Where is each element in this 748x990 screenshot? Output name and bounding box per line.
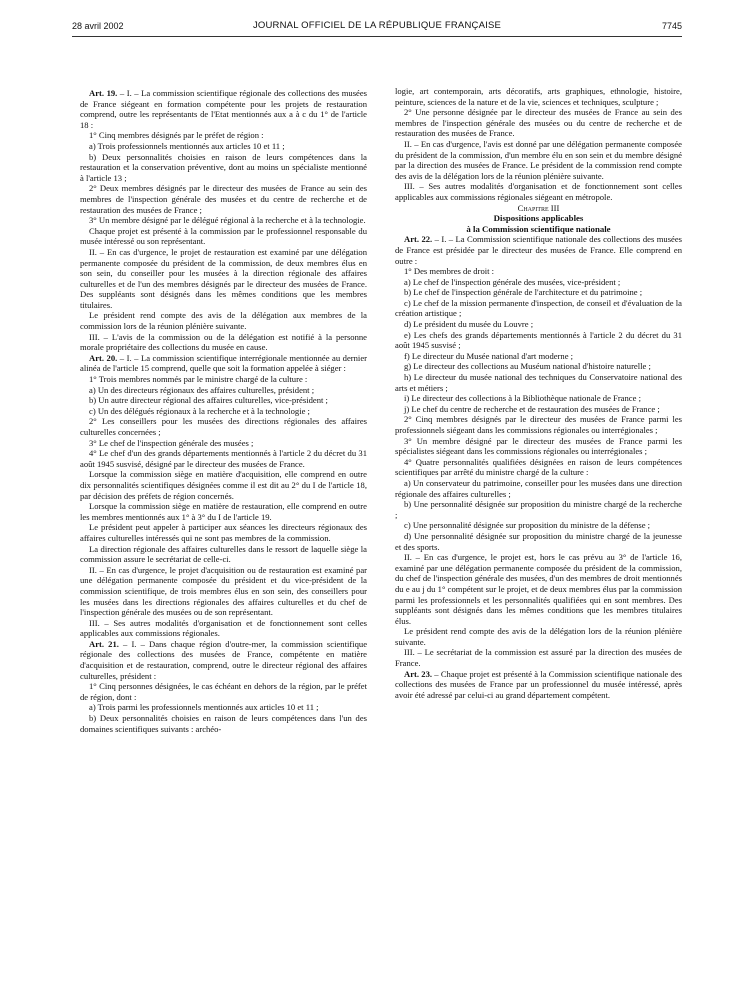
- paragraph: [395, 520, 682, 531]
- paragraph-text: b) Le chef de l'inspection générale de l'architecture et du patrimoine ;: [404, 287, 643, 298]
- paragraph: [80, 469, 367, 501]
- article-number: Art. 21.: [89, 638, 119, 649]
- paragraph: [80, 565, 367, 618]
- paragraph-text: b) Deux personnalités choisies en raison de leurs compétences dans la restauration et la conservation préventive, dont au moins un spécialiste mentionné à l'article 13 ;: [80, 151, 367, 183]
- paragraph-text: III. – Ses autres modalités d'organisation et de fonctionnement sont celles applicables aux commissions régionales.: [80, 617, 367, 639]
- paragraph: [80, 681, 367, 702]
- right-column: [395, 86, 682, 700]
- paragraph: [395, 372, 682, 393]
- paragraph-text: Le président rend compte des avis de la délégation lors de la réunion plénière suivante.: [395, 626, 682, 647]
- paragraph-text: b) Deux personnalités choisies en raison de leurs compétences dans l'un des domaines scientifiques suivants : archéo-: [80, 713, 367, 734]
- paragraph: [80, 152, 367, 184]
- paragraph: [395, 414, 682, 435]
- paragraph: [395, 277, 682, 288]
- paragraph: [80, 406, 367, 417]
- paragraph: [395, 647, 682, 668]
- paragraph-text: 2° Les conseillers pour les musées des directions régionales des affaires culturelles concernées ;: [80, 416, 367, 437]
- paragraph-text: II. – En cas d'urgence, le projet de restauration est examiné par une délégation permanente composée du président de la commission, de deux membres élus en son sein, du conseiller pour les musées à la direction régionale des affaires culturelles et de l'un des membres désignés par le directeur des musées de France. Des suppléants sont désignés dans les mêmes conditions que les membres titulaires.: [80, 246, 367, 310]
- paragraph-text: 1° Cinq membres désignés par le préfet de région :: [89, 130, 264, 141]
- paragraph: [395, 330, 682, 351]
- header-rule: [72, 36, 682, 37]
- article-number: Art. 20.: [89, 352, 118, 363]
- paragraph-text: d) Le président du musée du Louvre ;: [404, 319, 534, 330]
- paragraph: [80, 618, 367, 639]
- paragraph: [80, 374, 367, 385]
- paragraph-text: e) Les chefs des grands départements mentionnés à l'article 2 du décret du 31 août 1945 susvisé ;: [395, 329, 682, 351]
- paragraph: [395, 266, 682, 277]
- paragraph: [80, 544, 367, 565]
- paragraph-text: c) Le chef de la mission permanente d'inspection, de conseil et d'évaluation de la création artistique ;: [395, 297, 682, 319]
- paragraph-text: a) Trois professionnels mentionnés aux articles 10 et 11 ;: [89, 140, 285, 151]
- paragraph-text: Lorsque la commission siège en matière d'acquisition, elle comprend en outre dix personnalités scientifiques désignées comme il est dit au 2° du I de l'article 18, par décision des préfets de région concernés.: [80, 469, 367, 501]
- paragraph-text: II. – En cas d'urgence, le projet est, hors le cas prévu au 3° de l'article 16, examiné par une délégation permanente composée du président de la commission, du chef de l'inspection générale des musées, d'un des membres de droit mentionnés du e au j du 1° compétent sur le projet, et de deux membres élus par la commission parmi les professionnels et les personnalités qualifiées qui en sont membres. Des suppléants sont désignés dans les mêmes conditions que les membres titulaires élus.: [395, 552, 682, 626]
- paragraph: [80, 522, 367, 543]
- paragraph-text: II. – En cas d'urgence, l'avis est donné par une délégation permanente composée du président de la commission, d'un membre élu en son sein et du membre désigné par la direction des musées de France. Le président de la commission rend compte des avis de la délégation lors de la réunion plénière suivante.: [395, 138, 682, 181]
- article-number: Art. 23.: [404, 668, 433, 679]
- paragraph-text: a) Trois parmi les professionnels mentionnés aux articles 10 et 11 ;: [89, 702, 319, 713]
- paragraph: [80, 713, 367, 734]
- paragraph-text: – I. – La Commission scientifique nationale des collections des musées de France est présidée par le directeur des musées de France. Elle comprend en outre :: [395, 234, 683, 266]
- paragraph-text: 2° Cinq membres désignés par le directeur des musées de France parmi les professionnels siégeant dans les commissions régionales ou interrégionales ;: [395, 414, 682, 435]
- chapter-heading: Chapitre III: [517, 202, 560, 213]
- paragraph-text: Le président rend compte des avis de la délégation aux membres de la commission lors de la réunion plénière suivante.: [80, 310, 367, 332]
- paragraph: [395, 552, 682, 626]
- paragraph-text: Le président peut appeler à participer aux séances les directeurs régionaux des affaires culturelles intéressés qui ne sont pas membres de la commission.: [80, 522, 367, 543]
- paragraph: [395, 107, 682, 139]
- paragraph: [395, 351, 682, 362]
- journal-title: JOURNAL OFFICIEL DE LA RÉPUBLIQUE FRANÇAISE: [252, 20, 502, 31]
- paragraph: [395, 436, 682, 457]
- paragraph-text: a) Un conservateur du patrimoine, conseiller pour les musées dans une direction régionale des affaires culturelles ;: [395, 477, 682, 499]
- paragraph: [80, 639, 367, 681]
- paragraph-text: a) Le chef de l'inspection générale des musées, vice-président ;: [404, 276, 621, 287]
- paragraph-text: – I. – Dans chaque région d'outre-mer, la commission scientifique régionale des collections des musées de France, compétente en matière d'acquisition et de restauration, comprend, outre le directeur régional des affaires culturelles, président :: [80, 638, 368, 681]
- paragraph-text: logie, art contemporain, arts décoratifs, arts graphiques, ethnologie, histoire, peinture, sciences de la nature et de la vie, sciences et techniques, sculpture ;: [395, 86, 682, 107]
- paragraph: [80, 448, 367, 469]
- paragraph: [395, 86, 682, 107]
- paragraph-text: 3° Le chef de l'inspection générale des musées ;: [89, 437, 254, 448]
- article-number: Art. 19.: [89, 88, 118, 98]
- chapter-title: à la Commission scientifique nationale: [466, 223, 611, 234]
- paragraph-text: 4° Quatre personnalités qualifiées désignées en raison de leurs compétences scientifiques par arrêté du ministre chargé de la culture :: [395, 456, 682, 478]
- paragraph-text: III. – Le secrétariat de la commission est assuré par la direction des musées de France.: [395, 647, 682, 669]
- paragraph-text: II. – En cas d'urgence, le projet d'acquisition ou de restauration est examiné par une délégation permanente composée du président et du vice-président de la commission scientifique, de trois membres élus en son sein, des conseillers pour les musées dans les directions régionales des affaires culturelles et du chef de l'inspection générale des musées ou de son représentant.: [80, 564, 367, 618]
- paragraph-text: III. – L'avis de la commission ou de la délégation est notifié à la personne morale propriétaire des collections du musée en cause.: [80, 331, 367, 353]
- paragraph: [395, 181, 682, 202]
- paragraph: [395, 669, 682, 701]
- paragraph: [395, 298, 682, 319]
- paragraph-text: b) Un autre directeur régional des affaires culturelles, vice-président ;: [89, 395, 328, 406]
- left-column: [80, 88, 367, 734]
- article-number: Art. 22.: [404, 234, 433, 245]
- page-number: 7745: [661, 21, 682, 31]
- paragraph: [80, 395, 367, 406]
- paragraph: [395, 478, 682, 499]
- paragraph-text: 4° Le chef d'un des grands départements mentionnés à l'article 2 du décret du 31 août 1945 susvisé, désigné par le directeur des musées de France.: [80, 448, 367, 469]
- paragraph: [80, 247, 367, 311]
- paragraph: [80, 310, 367, 331]
- paragraph: [80, 416, 367, 437]
- paragraph: [80, 332, 367, 353]
- paragraph: [395, 139, 682, 181]
- paragraph-text: La direction régionale des affaires culturelles dans le ressort de laquelle siège la commission assure le secrétariat de celle-ci.: [80, 543, 367, 565]
- paragraph-text: 3° Un membre désigné par le délégué régional à la recherche et à la technologie.: [89, 215, 366, 226]
- paragraph-text: i) Le directeur des collections à la Bibliothèque nationale de France ;: [404, 393, 641, 404]
- paragraph: [80, 226, 367, 247]
- paragraph-text: 3° Un membre désigné par le directeur des musées de France parmi les spécialistes siégeant dans les commissions régionales ou interrégionales ;: [395, 435, 682, 457]
- paragraph: [395, 626, 682, 647]
- paragraph-text: 2° Une personne désignée par le directeur des musées de France au sein des membres de l'inspection générale des musées ou du centre de recherche et de restauration des musées de France.: [395, 107, 682, 139]
- paragraph-text: g) Le directeur des collections au Muséum national d'histoire naturelle ;: [404, 361, 651, 372]
- paragraph: [395, 457, 682, 478]
- paragraph: [395, 319, 682, 330]
- page-header: [72, 18, 682, 34]
- paragraph-text: Lorsque la commission siège en matière de restauration, elle comprend en outre les membres mentionnés aux 1° à 3° du I de l'article 19.: [80, 501, 367, 522]
- paragraph: [80, 141, 367, 152]
- paragraph-text: b) Une personnalité désignée sur proposition du ministre chargé de la recherche ;: [395, 499, 682, 520]
- paragraph-text: f) Le directeur du Musée national d'art moderne ;: [404, 350, 574, 361]
- paragraph: [395, 404, 682, 415]
- paragraph-text: – I. – La commission scientifique régionale des collections des musées de France siégeant en formation compétente pour les projets de restauration comprend, outre les représentants de l'Etat mentionnés aux a à c du 1° de l'article 18 :: [80, 88, 368, 130]
- chapter-title: Dispositions applicables: [493, 213, 584, 224]
- paragraph: [80, 215, 367, 226]
- paragraph: [80, 438, 367, 449]
- paragraph-text: 1° Trois membres nommés par le ministre chargé de la culture :: [89, 374, 308, 385]
- paragraph: [80, 88, 367, 130]
- paragraph: [395, 499, 682, 520]
- paragraph-text: – I. – La commission scientifique interrégionale mentionnée au dernier alinéa de l'article 15 comprend, quelle que soit la formation appelée à siéger :: [80, 352, 367, 374]
- paragraph: [395, 361, 682, 372]
- paragraph-text: c) Une personnalité désignée sur proposition du ministre de la défense ;: [404, 520, 651, 531]
- paragraph-text: 1° Des membres de droit :: [404, 266, 495, 277]
- paragraph: [80, 353, 367, 374]
- paragraph: [80, 130, 367, 141]
- paragraph-text: III. – Ses autres modalités d'organisation et de fonctionnement sont celles applicables aux commissions régionales siégeant en métropole.: [395, 181, 682, 202]
- paragraph: [80, 702, 367, 713]
- paragraph: [80, 385, 367, 396]
- paragraph-text: 2° Deux membres désignés par le directeur des musées de France au sein des membres de l'inspection générale des musées et du centre de recherche et de restauration des musées de France ;: [80, 183, 367, 215]
- header-date: 28 avril 2002: [72, 21, 124, 31]
- paragraph: [80, 183, 367, 215]
- paragraph-text: – Chaque projet est présenté à la Commission scientifique nationale des collections des musées de France par un professionnel du musée intéressé, après avoir été adressé par celui-ci au grand département compétent.: [395, 668, 683, 700]
- paragraph-text: h) Le directeur du musée national des techniques du Conservatoire national des arts et métiers ;: [395, 372, 682, 393]
- paragraph: [80, 501, 367, 522]
- paragraph-text: 1° Cinq personnes désignées, le cas échéant en dehors de la région, par le préfet de région, dont :: [80, 681, 367, 702]
- paragraph-text: Chaque projet est présenté à la commission par le professionnel responsable du musée intéressé ou son représentant.: [80, 225, 367, 247]
- paragraph-text: a) Un des directeurs régionaux des affaires culturelles, président ;: [89, 384, 315, 395]
- paragraph: [395, 393, 682, 404]
- paragraph-text: j) Le chef du centre de recherche et de restauration des musées de France ;: [404, 403, 660, 414]
- paragraph: [395, 287, 682, 298]
- paragraph: [395, 531, 682, 552]
- paragraph: [395, 234, 682, 266]
- paragraph-text: c) Un des délégués régionaux à la recherche et à la technologie ;: [89, 405, 310, 416]
- paragraph-text: d) Une personnalité désignée sur proposition du ministre chargé de la jeunesse et des sports.: [395, 530, 682, 552]
